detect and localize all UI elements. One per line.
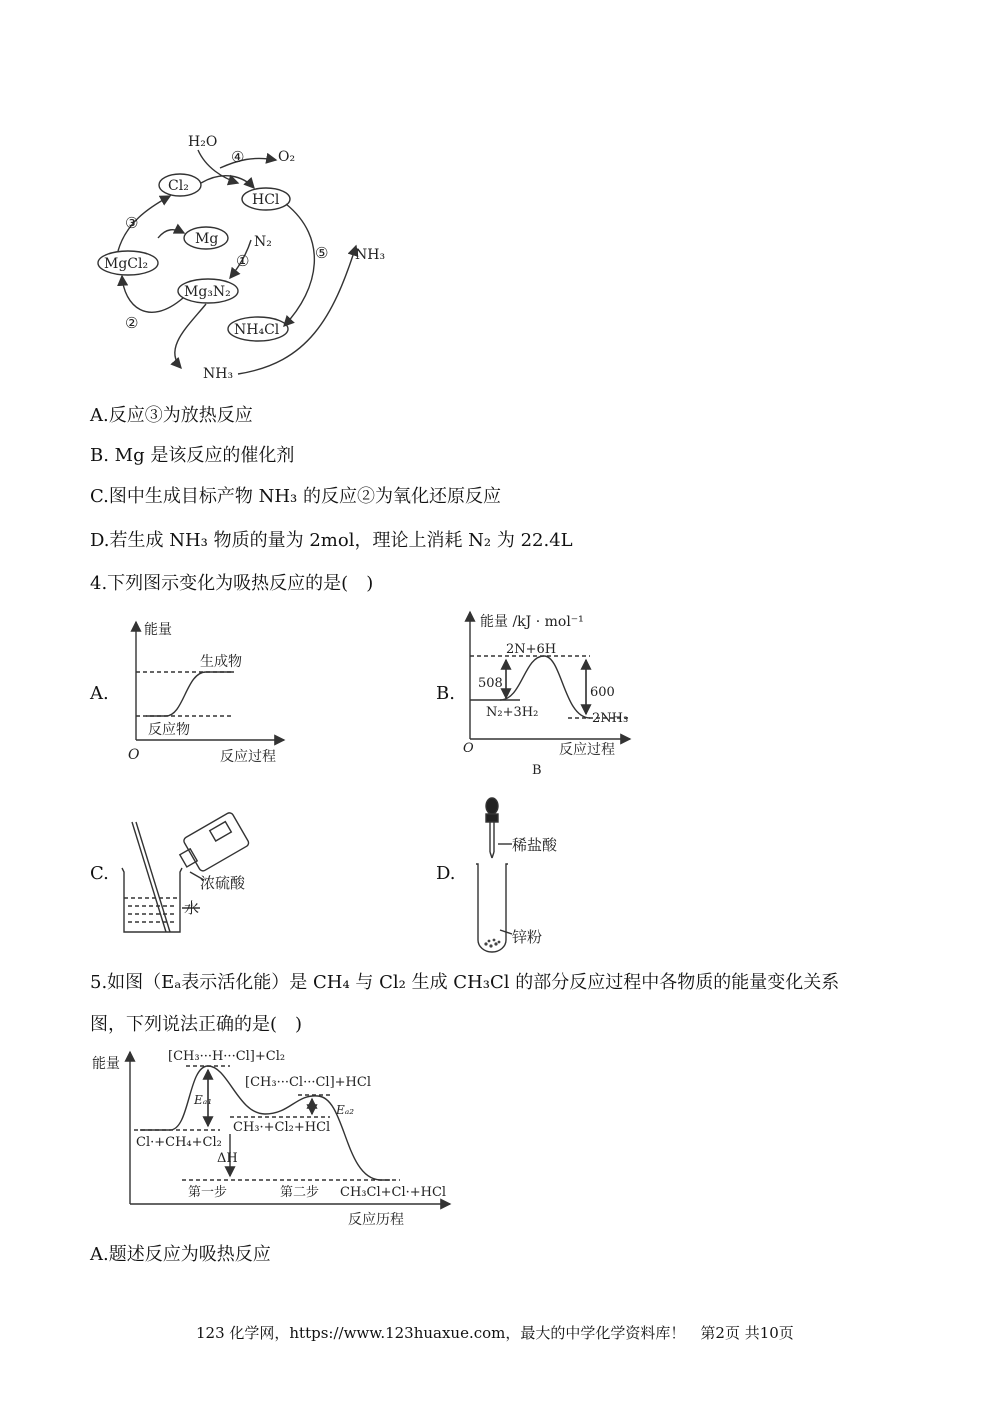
q4-option-d-label: D. — [436, 863, 456, 884]
figb-left-value: 508 — [478, 676, 503, 691]
figb-xlabel: 反应过程 — [559, 742, 615, 758]
o2-label: O₂ — [278, 149, 296, 165]
q5fig-ts2-label: [CH₃···Cl···Cl]+HCl — [245, 1075, 371, 1090]
q3-option-c: C.图中生成目标产物 NH₃ 的反应②为氧化还原反应 — [90, 486, 501, 507]
figa-product-label: 生成物 — [200, 654, 242, 670]
q3-option-d: D.若生成 NH₃ 物质的量为 2mol，理论上消耗 N₂ 为 22.4L — [90, 530, 573, 551]
figa-ylabel: 能量 — [144, 622, 172, 638]
step2-marker: ② — [125, 314, 139, 332]
mg3n2-label: Mg₃N₂ — [184, 284, 231, 300]
q5fig-product-label: CH₃Cl+Cl·+HCl — [340, 1185, 447, 1200]
figb-ylabel: 能量 /kJ · mol⁻¹ — [480, 614, 584, 630]
figure-q5-reaction-profile — [90, 1044, 460, 1230]
figb-origin: O — [463, 741, 474, 756]
figure-c-dilution-setup — [118, 812, 278, 940]
figb-top-label: 2N+6H — [506, 642, 557, 657]
q5-stem-line2: 图，下列说法正确的是( ) — [90, 1014, 303, 1035]
q3-option-a: A.反应③为放热反应 — [90, 405, 253, 426]
q3-option-b: B. Mg 是该反应的催化剂 — [90, 445, 295, 466]
figd-acid-label: 稀盐酸 — [512, 836, 558, 854]
q5fig-step1-label: 第一步 — [188, 1185, 228, 1200]
figa-xlabel: 反应过程 — [220, 749, 276, 765]
figb-product-label: 2NH₃ — [592, 711, 629, 726]
hcl-label: HCl — [252, 192, 280, 208]
figb-right-value: 600 — [590, 685, 615, 700]
q5fig-ea1-label: Eₐ₁ — [194, 1093, 213, 1107]
cl2-label: Cl₂ — [168, 178, 189, 194]
nh3-right-label: NH₃ — [355, 247, 386, 263]
step5-marker: ⑤ — [315, 244, 329, 262]
q5fig-ts1-label: [CH₃···H···Cl]+Cl₂ — [168, 1049, 286, 1064]
q5fig-ylabel: 能量 — [92, 1056, 120, 1072]
step4-marker: ④ — [231, 148, 245, 166]
page-footer: 123 化学网，https://www.123huaxue.com，最大的中学化学资料库！ 第2页 共10页 — [196, 1324, 794, 1342]
q5fig-dh-label: ΔH — [217, 1151, 238, 1166]
q5fig-ea2-label: Eₐ₂ — [336, 1103, 355, 1117]
mgcl2-label: MgCl₂ — [104, 256, 149, 272]
figa-origin: O — [128, 747, 140, 763]
figure-d-test-tube — [466, 796, 586, 954]
cycle-diagram — [88, 128, 418, 390]
figd-zinc-label: 锌粉 — [512, 928, 543, 946]
step3-marker: ③ — [125, 214, 139, 232]
q4-option-c-label: C. — [90, 863, 109, 884]
q4-option-a-label: A. — [90, 683, 109, 704]
q4-option-b-label: B. — [436, 683, 455, 704]
figb-caption: B — [532, 763, 542, 778]
figure-b-energy-diagram — [460, 606, 640, 780]
step1-marker: ① — [236, 252, 250, 270]
q5-stem-line1: 5.如图（Eₐ表示活化能）是 CH₄ 与 Cl₂ 生成 CH₃Cl 的部分反应过程中各物质的能量变化关系 — [90, 972, 840, 993]
q4-stem: 4.下列图示变化为吸热反应的是( ) — [90, 573, 374, 594]
nh3-bottom-label: NH₃ — [203, 366, 234, 382]
figb-reactant-label: N₂+3H₂ — [486, 705, 539, 720]
h2o-label: H₂O — [188, 134, 218, 150]
q5fig-intermediate-label: CH₃·+Cl₂+HCl — [233, 1120, 331, 1135]
figa-reactant-label: 反应物 — [148, 722, 190, 738]
n2-label: N₂ — [254, 234, 272, 250]
q5fig-step2-label: 第二步 — [280, 1185, 320, 1200]
nh4cl-label: NH₄Cl — [234, 322, 280, 338]
figc-acid-label: 浓硫酸 — [200, 874, 246, 892]
figc-water-label: 水 — [184, 899, 200, 917]
q5fig-reactant-label: Cl·+CH₄+Cl₂ — [136, 1135, 222, 1150]
mg-label: Mg — [195, 231, 219, 247]
q5-option-a: A.题述反应为吸热反应 — [90, 1244, 271, 1265]
figure-a-energy-diagram — [124, 614, 294, 770]
q5fig-xlabel: 反应历程 — [348, 1212, 404, 1228]
